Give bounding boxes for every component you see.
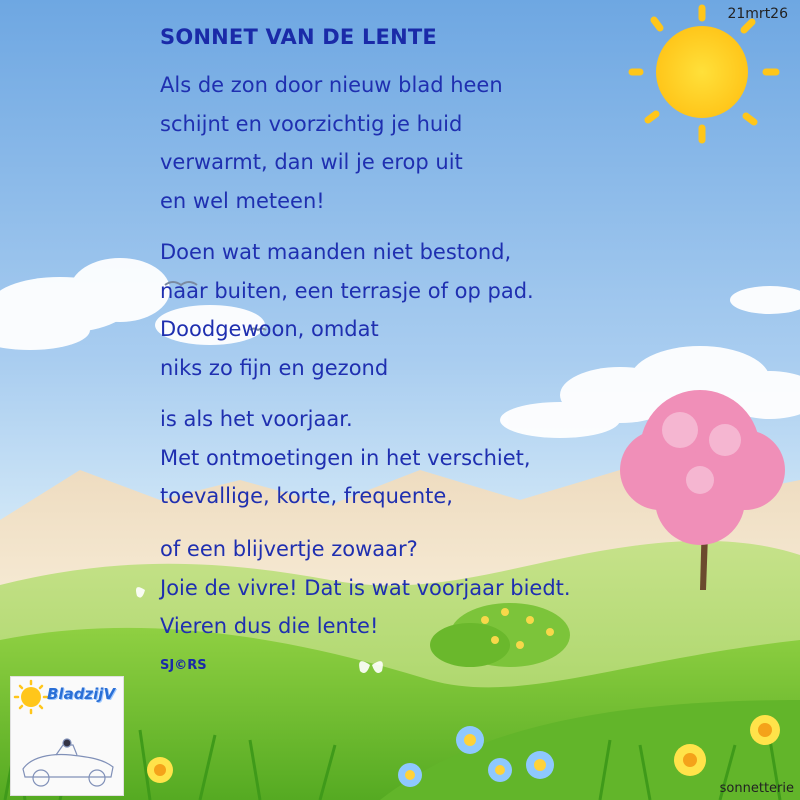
poem-line: toevallige, korte, frequente, (160, 484, 453, 508)
poem-line: Doen wat maanden niet bestond, (160, 240, 512, 264)
poem-line: niks zo fijn en gezond (160, 355, 389, 380)
stanza-2 (160, 233, 534, 387)
logo-text: BladzijV (47, 685, 116, 703)
poem-line: Doodgewoon, omdat (160, 317, 379, 341)
poem-line: of een blijvertje zowaar? (160, 537, 418, 561)
stanza-4 (160, 530, 571, 646)
poem-line: en wel meteen! (160, 188, 325, 213)
poem-title: SONNET VAN DE LENTE (160, 25, 437, 49)
signature: SJ©RS (160, 658, 207, 673)
stanza-1 (160, 66, 503, 220)
poem-line: schijnt en voorzichtig je huid (160, 111, 463, 136)
bladzijv-logo (10, 676, 124, 796)
poem-line: Vieren dus die lente! (160, 614, 379, 638)
poem-line: verwarmt, dan wil je erop uit (160, 150, 463, 174)
poem-line: Joie de vivre! Dat is wat voorjaar biedt. (160, 575, 571, 600)
car-sketch-icon (23, 739, 113, 786)
stanza-3 (160, 400, 531, 516)
poem-line: is als het voorjaar. (160, 407, 353, 431)
footer-label: sonnetterie (719, 781, 794, 796)
poem-line: Met ontmoetingen in het verschiet, (160, 445, 531, 470)
poem-line: naar buiten, een terrasje of op pad. (160, 278, 534, 303)
date-tag: 21mrt26 (727, 6, 788, 22)
poem-line: Als de zon door nieuw blad heen (160, 73, 503, 97)
